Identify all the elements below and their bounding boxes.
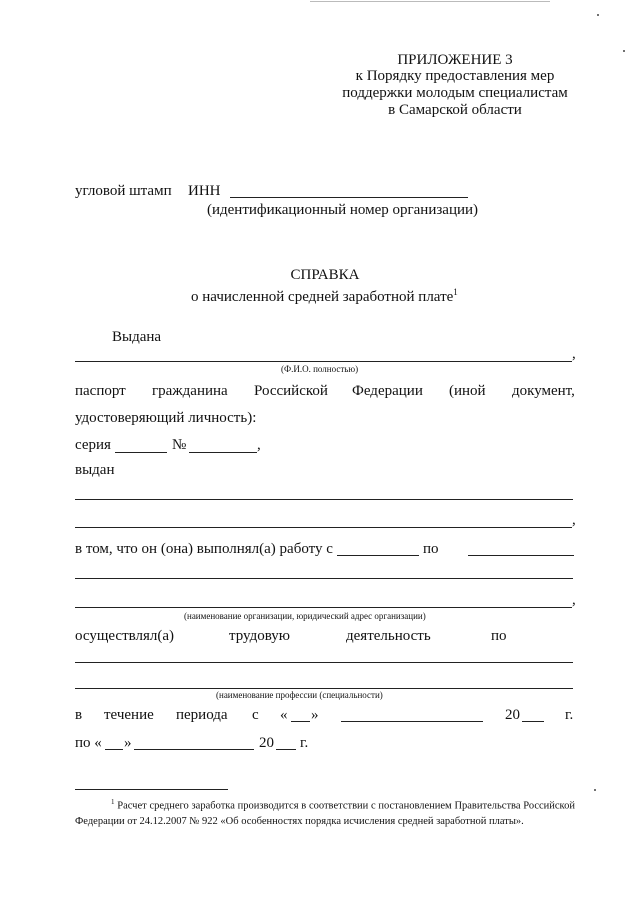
footnote-separator	[75, 789, 228, 790]
period-word-4: с	[252, 707, 259, 723]
period-month-field[interactable]	[341, 721, 483, 722]
issued-by-label: выдан	[75, 462, 115, 478]
series-label: серия	[75, 437, 111, 453]
profession-field-1[interactable]	[75, 662, 573, 663]
number-field[interactable]	[189, 452, 257, 453]
number-comma: ,	[257, 437, 261, 453]
activity-word-2: трудовую	[229, 628, 291, 644]
appendix-line-2: поддержки молодым специалистам	[342, 85, 568, 101]
inn-caption: (идентификационный номер организации)	[207, 202, 479, 218]
fio-comma: ,	[572, 346, 576, 362]
issued-by-field-2[interactable]	[75, 527, 572, 528]
appendix-line-1: к Порядку предоставления мер	[355, 68, 555, 84]
passport-word-2: гражданина	[152, 383, 228, 399]
to-year-prefix: 20	[259, 735, 274, 751]
passport-word-4: Федерации	[352, 383, 423, 399]
period-word-3: периода	[176, 707, 228, 723]
issued-by-field-1[interactable]	[75, 499, 573, 500]
organization-caption: (наименование организации, юридический адрес организации)	[184, 611, 426, 621]
worked-label: в том, что он (она) выполнял(а) работу с	[75, 541, 333, 557]
passport-word-6: документ,	[512, 383, 575, 399]
series-field[interactable]	[115, 452, 167, 453]
corner-stamp-label: угловой штамп	[75, 183, 172, 199]
work-from-field[interactable]	[337, 555, 419, 556]
to-open-quote: по «	[75, 735, 102, 751]
scan-speck	[594, 789, 596, 791]
period-day-field[interactable]	[291, 721, 310, 722]
profession-caption: (наименование профессии (специальности)	[216, 690, 383, 700]
number-sign: №	[172, 437, 187, 453]
subtitle-text: о начисленной средней заработной плате	[191, 289, 454, 305]
scan-edge	[310, 1, 550, 2]
to-month-field[interactable]	[134, 749, 254, 750]
fio-field[interactable]	[75, 361, 572, 362]
footnote-mark: 1	[111, 798, 115, 806]
document-subtitle	[191, 287, 458, 306]
work-to-field[interactable]	[468, 555, 574, 556]
period-year-suffix: г.	[565, 707, 574, 723]
period-open-quote: «	[280, 707, 288, 723]
activity-word-3: деятельность	[346, 628, 431, 644]
scan-speck	[623, 50, 625, 52]
to-year-field[interactable]	[276, 749, 296, 750]
profession-field-2[interactable]	[75, 688, 573, 689]
appendix-line-3: в Самарской области	[388, 102, 522, 118]
footnote-text: Расчет среднего заработка производится в соответствии с постановлением Правительства Российской Федерации от 24.12.2007 № 922 «Об особенностях порядка исчисления средней заработной платы».	[75, 800, 575, 827]
period-word-1: в	[75, 707, 83, 723]
organization-field-1[interactable]	[75, 578, 573, 579]
period-year-field[interactable]	[522, 721, 544, 722]
inn-field[interactable]	[230, 197, 468, 198]
footnote	[75, 795, 575, 829]
identity-label: удостоверяющий личность):	[75, 410, 257, 426]
period-word-2: течение	[104, 707, 154, 723]
to-day-field[interactable]	[105, 749, 123, 750]
organization-field-2[interactable]	[75, 607, 572, 608]
activity-word-4: по	[491, 628, 507, 644]
period-close-quote: »	[311, 707, 319, 723]
activity-word-1: осуществлял(а)	[75, 628, 175, 644]
to-close-quote: »	[124, 735, 132, 751]
period-year-prefix: 20	[505, 707, 520, 723]
document-title: СПРАВКА	[290, 267, 360, 283]
fio-caption: (Ф.И.О. полностью)	[281, 364, 359, 374]
inn-label: ИНН	[188, 183, 221, 199]
issued-label: Выдана	[112, 329, 162, 345]
passport-word-5: (иной	[449, 383, 486, 399]
footnote-reference: 1	[453, 287, 458, 297]
appendix-title: ПРИЛОЖЕНИЕ 3	[397, 52, 513, 68]
passport-word-3: Российской	[254, 383, 328, 399]
to-year-suffix: г.	[300, 735, 309, 751]
passport-word-1: паспорт	[75, 383, 126, 399]
scan-speck	[597, 14, 599, 16]
organization-comma: ,	[572, 592, 576, 608]
issued-by-comma: ,	[572, 512, 576, 528]
work-to-label: по	[423, 541, 439, 557]
